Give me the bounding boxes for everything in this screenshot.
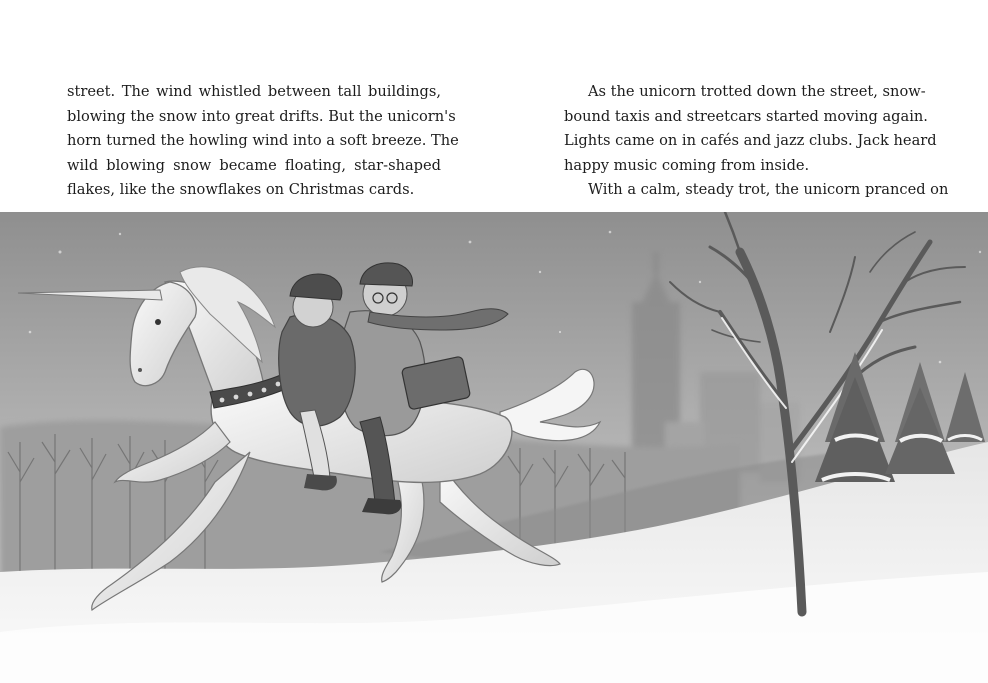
text-line: With a calm, steady trot, the unicorn pranced on: [588, 181, 949, 199]
text-line: bound taxis and streetcars started moving again.: [564, 107, 928, 125]
text-line: flakes, like the snowflakes on Christmas cards.: [67, 181, 415, 199]
unicorn-illustration: [0, 212, 988, 683]
text-line: horn turned the howling wind into a soft breeze. The: [67, 132, 459, 150]
right-text-column: [564, 80, 949, 203]
text-line: blowing the snow into great drifts. But the unicorn's: [67, 107, 456, 125]
text-line: wild blowing snow became floating, star-shaped: [67, 156, 441, 174]
text-line: street. The wind whistled between tall buildings,: [67, 83, 441, 100]
text-line: Lights came on in cafés and jazz clubs. Jack heard: [564, 132, 937, 150]
text-line: happy music coming from inside.: [564, 156, 810, 174]
left-text-column: [67, 80, 459, 203]
text-line: As the unicorn trotted down the street, snow-: [588, 83, 926, 100]
